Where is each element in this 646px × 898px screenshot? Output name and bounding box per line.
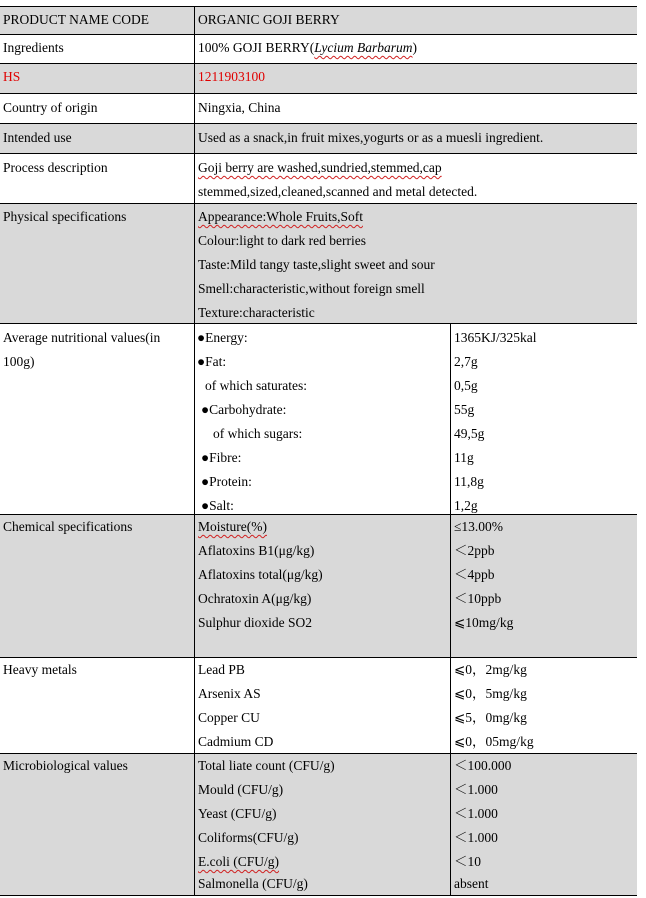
ingredients-label: Ingredients [3,40,64,55]
physical-row [0,204,637,324]
chemical-name: Moisture(%) [198,519,267,534]
process-label: Process description [3,160,108,175]
nutrition-row [0,324,637,515]
nutrient-value: 1,2g [454,498,478,513]
micro-name: Coliforms(CFU/g) [198,830,299,845]
metal-name: Cadmium CD [198,734,274,749]
nutrient-value: 11,8g [454,474,484,489]
chemical-value: ＜2ppb [454,543,495,558]
heavy-metals-label: Heavy metals [3,662,77,677]
nutrient-name: ●Carbohydrate: [201,402,287,417]
physical-line-3: Taste:Mild tangy taste,slight sweet and sour [198,257,435,272]
micro-value: ＜1.000 [454,782,498,797]
metal-value: ⩽0，05mg/kg [454,734,534,749]
metal-name: Arsenix AS [198,686,261,701]
metal-value: ⩽0，2mg/kg [454,662,527,677]
micro-name: Total liate count (CFU/g) [198,758,335,773]
intended-use-label: Intended use [3,130,72,145]
chemical-row [0,515,637,658]
intended-use-row [0,124,637,154]
physical-line-4: Smell:characteristic,without foreign smell [198,281,425,296]
micro-value: absent [454,876,489,891]
nutrient-name: of which saturates: [205,378,307,393]
hs-label: HS [3,69,21,84]
process-line-1: Goji berry are washed,sundried,stemmed,cap [198,160,442,175]
hs-row [0,64,637,94]
process-row [0,154,637,204]
intended-use-value: Used as a snack,in fruit mixes,yogurts or as a muesli ingredient. [198,130,544,145]
heavy-metals-row [0,658,637,754]
micro-value: ＜1.000 [454,806,498,821]
physical-line-2: Colour:light to dark red berries [198,233,366,248]
micro-name: Yeast (CFU/g) [198,806,277,821]
metal-value: ⩽0，5mg/kg [454,686,527,701]
nutrient-value: 11g [454,450,474,465]
nutrient-name: ●Salt: [201,498,234,513]
physical-label: Physical specifications [3,209,127,224]
hs-value: 1211903100 [198,69,265,84]
nutrient-value: 55g [454,402,475,417]
chemical-value: ⩽10mg/kg [454,615,514,630]
origin-row [0,94,637,124]
process-line-2: stemmed,sized,cleaned,scanned and metal detected. [198,184,478,199]
micro-value: ＜10 [454,854,481,869]
origin-value: Ningxia, China [198,100,281,115]
ingredients-row [0,35,637,64]
nutrient-value: 49,5g [454,426,485,441]
nutrient-name: ●Fibre: [201,450,242,465]
physical-line-1: Appearance:Whole Fruits,Soft [198,209,363,224]
nutrient-name: ●Energy: [197,330,248,345]
nutrient-value: 0,5g [454,378,478,393]
chemical-name: Ochratoxin A(μg/kg) [198,591,312,606]
header-label: PRODUCT NAME CODE [3,12,150,27]
nutrient-name: ●Protein: [201,474,252,489]
micro-name: Salmonella (CFU/g) [198,876,308,891]
micro-name: E.coli (CFU/g) [198,854,279,869]
micro-value: ＜100.000 [454,758,512,773]
chemical-name: Sulphur dioxide SO2 [198,615,313,630]
metal-value: ⩽5，0mg/kg [454,710,527,725]
micro-label: Microbiological values [3,758,128,773]
header-row [0,6,637,35]
micro-name: Mould (CFU/g) [198,782,284,797]
nutrient-value: 2,7g [454,354,478,369]
chemical-value: ＜10ppb [454,591,502,606]
nutrition-label-line-2: 100g) [3,354,35,369]
metal-name: Lead PB [198,662,245,677]
chemical-name: Aflatoxins B1(μg/kg) [198,543,315,558]
header-value: ORGANIC GOJI BERRY [198,12,340,27]
micro-row [0,754,637,896]
origin-label: Country of origin [3,100,98,115]
physical-line-5: Texture:characteristic [198,305,315,320]
ingredients-value: 100% GOJI BERRY(Lycium Barbarum) [198,40,417,55]
nutrition-label-line-1: Average nutritional values(in [3,330,161,345]
chemical-label: Chemical specifications [3,519,133,534]
metal-name: Copper CU [198,710,260,725]
micro-value: ＜1.000 [454,830,498,845]
nutrient-name: of which sugars: [213,426,303,441]
chemical-value: ≤13.00% [454,519,504,534]
chemical-name: Aflatoxins total(μg/kg) [198,567,323,582]
nutrient-value: 1365KJ/325kal [454,330,537,345]
chemical-value: ＜4ppb [454,567,495,582]
nutrient-name: ●Fat: [197,354,227,369]
